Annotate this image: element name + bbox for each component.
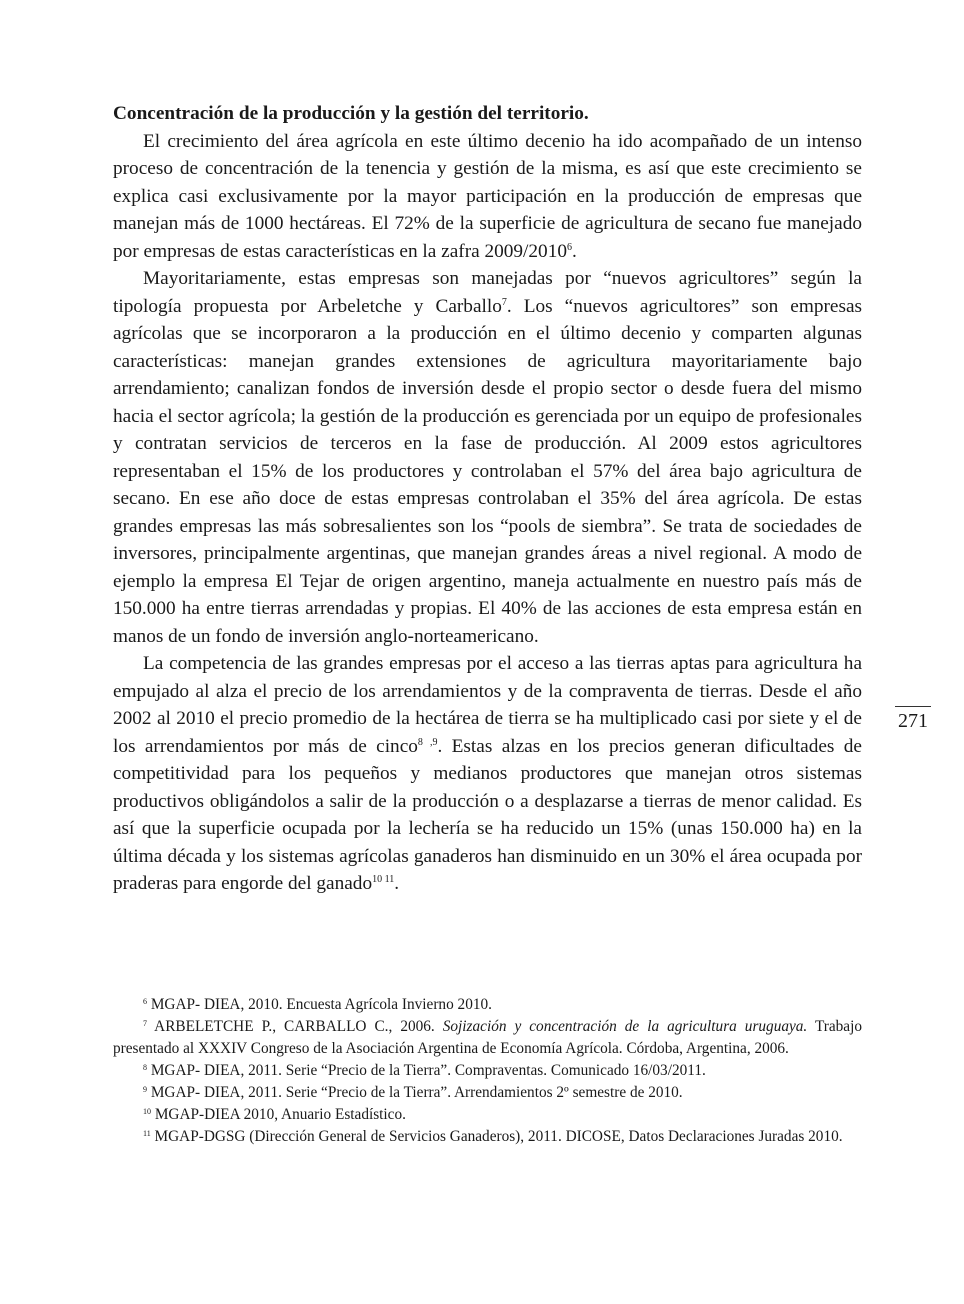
page-number: 271 xyxy=(895,706,931,732)
footnote-ref: 8 ,9 xyxy=(417,736,438,748)
footnote-ref: 7 xyxy=(501,296,507,308)
paragraph-text: . Los “nuevos agricultores” son empresas agrícolas que se incorporaron a la producción en el último decenio y comparten algunas características: manejan grandes extensiones de agricultura mayoritariamente bajo arrendamiento; canalizan fondos de inversión desde el propio sector o desde fuera del mismo hacia el sector agrícola; la gestión de la producción es gerenciada por un equipo de profesionales y contratan servicios de terceros en la fase de producción. Al 2009 estos agricultores representaban el 15% de los productores y controlaban el 57% del área bajo agricultura de secano. En ese año doce de estas empresas controlaban el 35% del área agrícola. De estas grandes empresas las más sobresalientes son los “pools de siembra”. Se trata de sociedades de inversores, principalmente argentinas, que manejan grandes áreas a nivel regional. A modo de ejemplo la empresa El Tejar de origen argentino, maneja actualmente en nuestro país más de 150.000 ha entre tierras arrendadas y propias. El 40% de las acciones de esta empresa están en manos de un fondo de inversión anglo-norteamericano. xyxy=(113,295,863,647)
footnote-number: 10 xyxy=(143,1107,151,1116)
footnote-9 xyxy=(113,1082,862,1104)
section-title: Concentración de la producción y la gestión del territorio. xyxy=(113,103,589,124)
footnotes xyxy=(113,994,862,1148)
paragraph-text: . Estas alzas en los precios generan dificultades de competitividad para los pequeños y medianos productores que manejan otros sistemas productivos obligándolos a salir de la producción o a desplazarse a tierras de menor calidad. Es así que la superficie ocupada por la lechería se ha reducido un 15% (unas 150.000 ha) en la última década y los sistemas agrícolas ganaderos han disminuido en un 30% el área ocupada por praderas para engorde del ganado xyxy=(113,735,862,894)
footnote-6 xyxy=(113,994,862,1016)
footnote-number: 11 xyxy=(143,1129,151,1138)
footnote-8 xyxy=(113,1060,862,1082)
footnote-7 xyxy=(113,1016,862,1060)
paragraph-text: La competencia de las grandes empresas por el acceso a las tierras aptas para agricultura ha empujado al alza el precio de los arrendamientos y de la compraventa de tierras. Desde el año 2002 al 2010 el precio promedio de la hectárea de tierra se ha multiplicado casi por siete y el de los arrendamientos por más de cinco xyxy=(113,653,862,757)
footnote-number: 8 xyxy=(143,1063,147,1072)
footnote-text: MGAP- DIEA, 2011. Serie “Precio de la Tierra”. Compraventas. Comunicado 16/03/2011. xyxy=(147,1062,706,1079)
footnote-number: 7 xyxy=(143,1019,147,1028)
footnote-ref: 6 xyxy=(566,241,572,253)
footnote-text: Trabajo presentado al XXXIV Congreso de la Asociación Argentina de Economía Agrícola. Córdoba, Argentina, 2006. xyxy=(113,1018,862,1057)
paragraph-2 xyxy=(113,265,862,650)
paragraph-text: . xyxy=(571,240,577,262)
footnote-10 xyxy=(113,1104,862,1126)
footnote-text: MGAP-DGSG (Dirección General de Servicios Ganaderos), 2011. DICOSE, Datos Declaraciones Juradas 2010. xyxy=(150,1128,843,1145)
footnote-text: ARBELETCHE P., CARBALLO C., 2006. xyxy=(147,1018,443,1035)
paragraph-text: . xyxy=(394,873,400,894)
footnote-ref: 10 11 xyxy=(372,874,395,885)
paragraph-text: El crecimiento del área agrícola en este último decenio ha ido acompañado de un intenso proceso de concentración de la tenencia y gestión de la misma, es así que este crecimiento se explica casi exclusivamente por la mayor participación en la producción de empresas que manejan más de 1000 hectáreas. El 72% de la superficie de agricultura de secano fue manejado por empresas de estas características en la zafra 2009/2010 xyxy=(113,130,862,262)
footnote-title: Sojización y concentración de la agricultura uruguaya. xyxy=(442,1018,808,1035)
main-text xyxy=(113,100,862,898)
footnote-text: MGAP-DIEA 2010, Anuario Estadístico. xyxy=(151,1106,406,1123)
paragraph-text: Mayoritariamente, estas empresas son manejadas por “nuevos agricultores” según la tipología propuesta por Arbeletche y Carballo xyxy=(113,268,862,317)
footnote-11 xyxy=(113,1126,862,1148)
footnote-number: 9 xyxy=(143,1085,147,1094)
paragraph-3 xyxy=(113,650,862,898)
footnote-text: MGAP- DIEA, 2010. Encuesta Agrícola Invierno 2010. xyxy=(147,996,492,1013)
footnote-text: MGAP- DIEA, 2011. Serie “Precio de la Tierra”. Arrendamientos 2º semestre de 2010. xyxy=(147,1084,683,1101)
paragraph-1 xyxy=(113,128,862,266)
footnote-number: 6 xyxy=(143,997,147,1006)
